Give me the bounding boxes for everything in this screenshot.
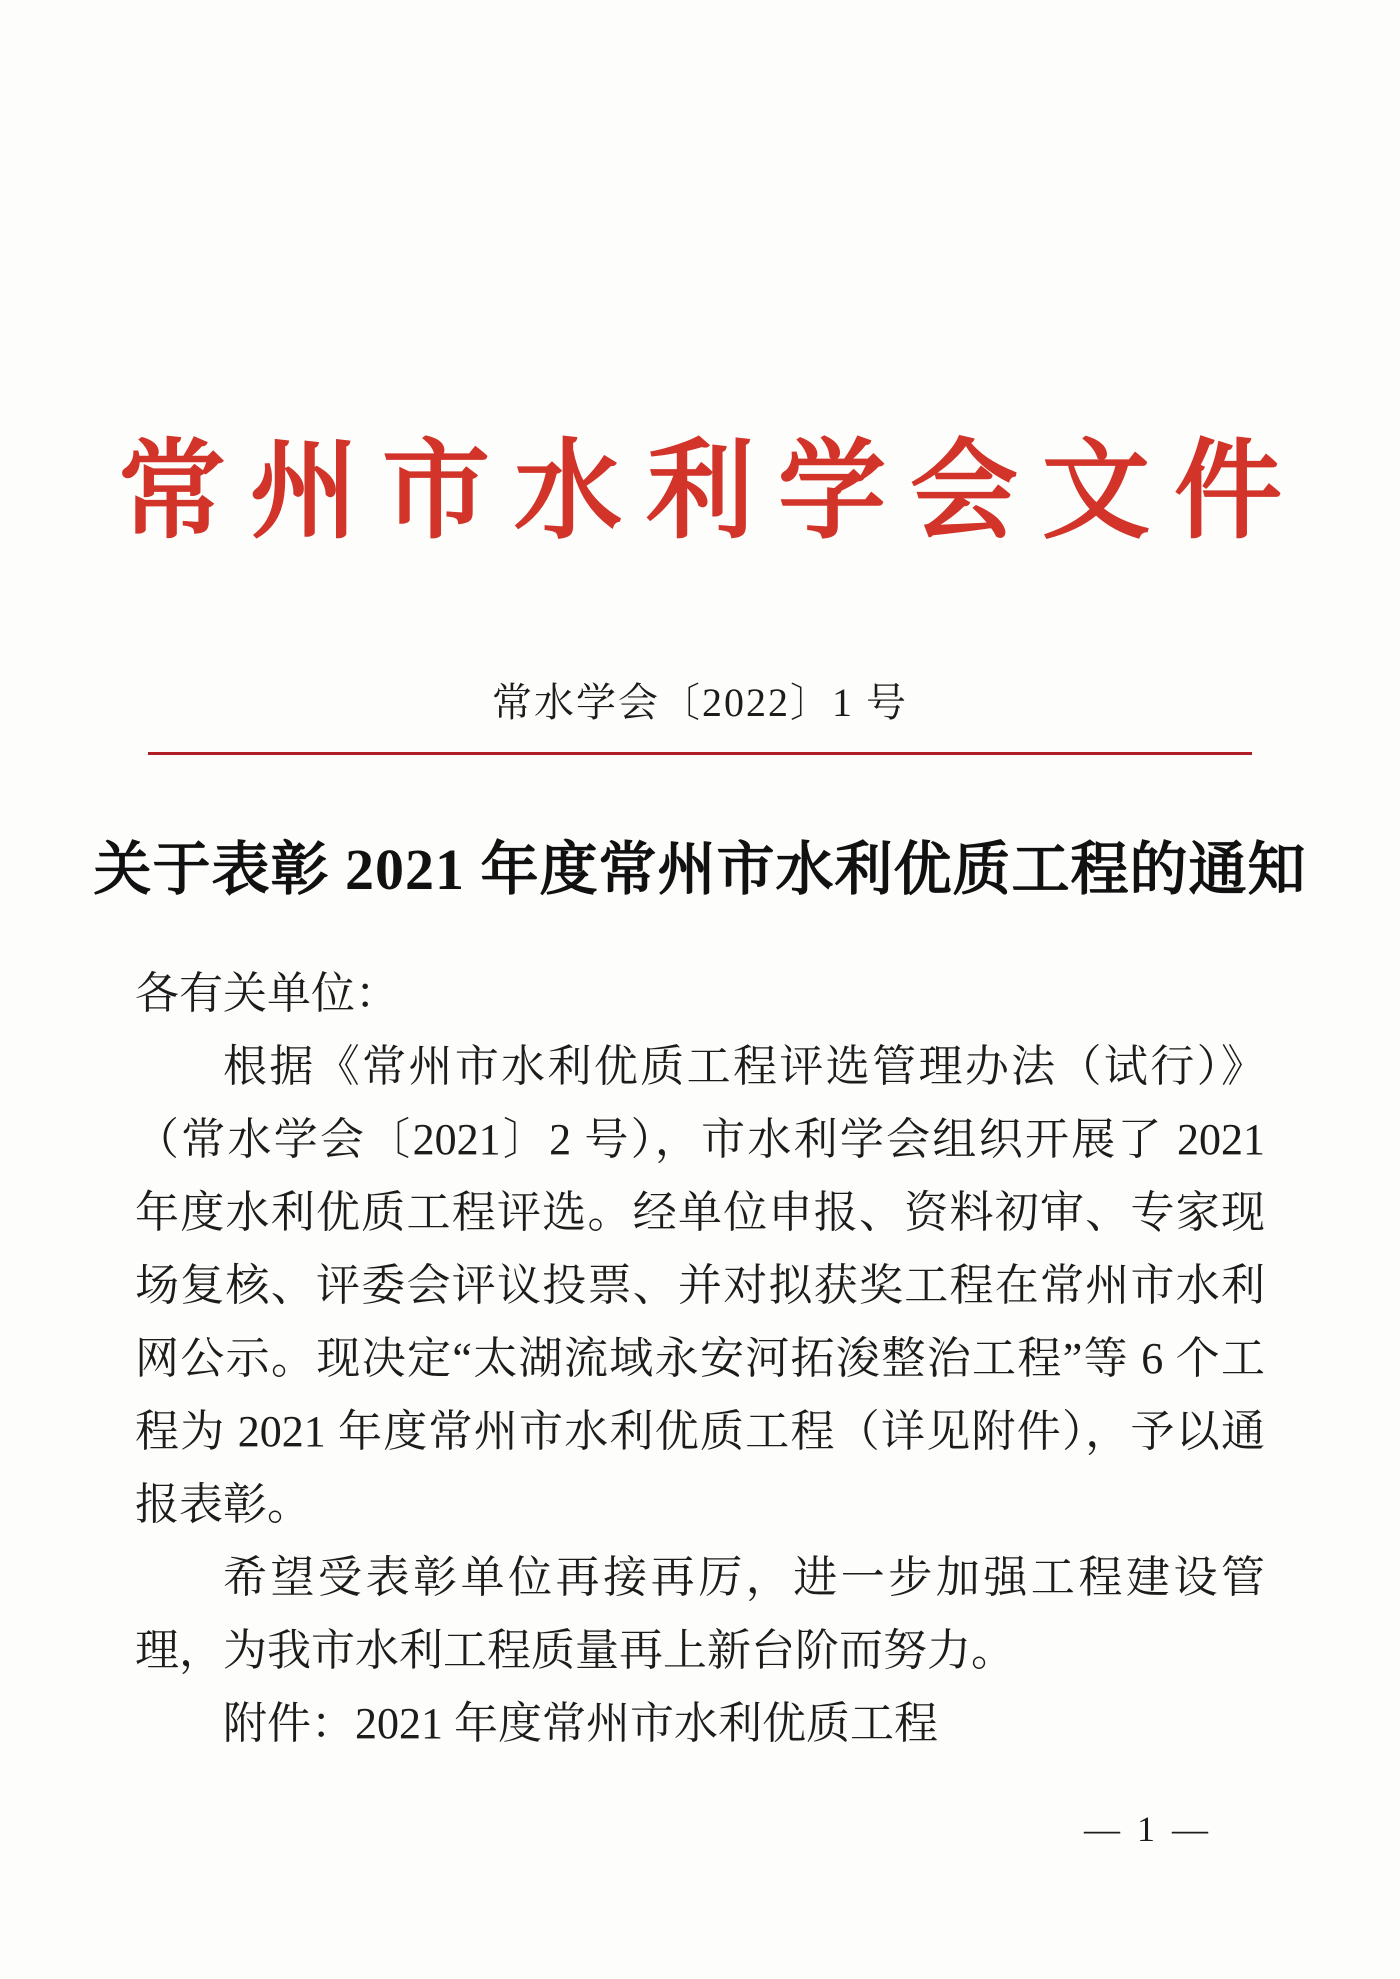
attachment-line: 附件：2021 年度常州市水利优质工程 (223, 1699, 938, 1748)
body-paragraph: 希望受表彰单位再接再厉，进一步加强工程建设管理，为我市水利工程质量再上新台阶而努力。 (135, 1553, 1265, 1675)
org-letterhead-title: 常州市水利学会文件 (117, 433, 1306, 552)
document-body (0, 957, 1400, 1760)
document-number: 常水学会〔2022〕1 号 (492, 680, 908, 725)
body-paragraph: 根据《常州市水利优质工程评选管理办法（试行）》（常水学会〔2021〕2 号），市水利学会组织开展了 2021 年度水利优质工程评选。经单位申报、资料初审、专家现场复核、评委会评议投票、并对拟获奖工程在常州市水利网公示。现决定“太湖流域永安河拓浚整治工程”等 6 个工程为 2021 年度常州市水利优质工程（详见附件），予以通报表彰。 (135, 1042, 1265, 1529)
page-number: — 1 — (1084, 1809, 1212, 1849)
letterhead-divider-rule (148, 752, 1252, 755)
salutation-line: 各有关单位： (135, 969, 399, 1018)
notice-title: 关于表彰 2021 年度常州市水利优质工程的通知 (93, 837, 1307, 902)
